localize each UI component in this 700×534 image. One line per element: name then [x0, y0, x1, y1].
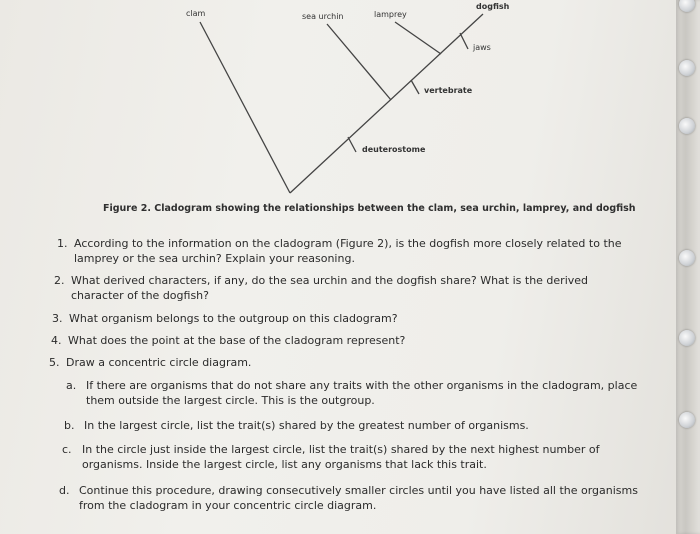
- subitem-b: b. In the largest circle, list the trait(s) shared by the greatest number of organisms.: [64, 419, 529, 432]
- trait-label-jaws: jaws: [473, 43, 491, 52]
- subitem-a: a. If there are organisms that do not share any traits with the other organisms in the cladogram, place them outside the largest circle. This is the outgroup.: [66, 379, 638, 407]
- taxon-label-lamprey: lamprey: [374, 10, 407, 19]
- branch-sea-urchin: [327, 24, 391, 100]
- tick-jaws: [460, 33, 468, 49]
- taxon-label-sea-urchin: sea urchin: [302, 12, 344, 21]
- tick-vertebrate: [411, 80, 419, 94]
- question-3: 3. What organism belongs to the outgroup on this cladogram?: [52, 312, 398, 325]
- tick-deuterostome: [348, 137, 356, 152]
- binder-ring: [679, 412, 695, 428]
- taxon-label-dogfish: dogfish: [476, 2, 510, 11]
- binder-ring: [679, 330, 695, 346]
- subitem-d: d. Continue this procedure, drawing consecutively smaller circles until you have listed all the organisms from the cladogram in your concentric circle diagram.: [59, 484, 638, 512]
- cladogram-main-branch: [290, 14, 483, 193]
- binder-ring: [679, 250, 695, 266]
- taxon-label-clam: clam: [186, 9, 206, 18]
- branch-clam: [200, 22, 290, 193]
- question-1: 1. According to the information on the cladogram (Figure 2), is the dogfish more closely related to the lamprey or the sea urchin? Explain your reasoning.: [57, 237, 622, 265]
- subitem-c: c. In the circle just inside the largest circle, list the trait(s) shared by the next highest number of organisms. Inside the largest circle, list any organisms that lack this trait.: [62, 443, 600, 471]
- question-5: 5. Draw a concentric circle diagram.: [49, 356, 252, 369]
- cladogram-figure: [0, 0, 700, 200]
- question-2: 2. What derived characters, if any, do the sea urchin and the dogfish share? What is the derived character of the dogfish?: [54, 274, 589, 302]
- trait-label-deuterostome: deuterostome: [362, 145, 426, 154]
- branch-lamprey: [395, 22, 441, 54]
- question-4: 4. What does the point at the base of the cladogram represent?: [51, 334, 406, 347]
- trait-label-vertebrate: vertebrate: [424, 86, 473, 95]
- figure-caption: Figure 2. Cladogram showing the relationships between the clam, sea urchin, lamprey, and dogfish: [103, 203, 636, 214]
